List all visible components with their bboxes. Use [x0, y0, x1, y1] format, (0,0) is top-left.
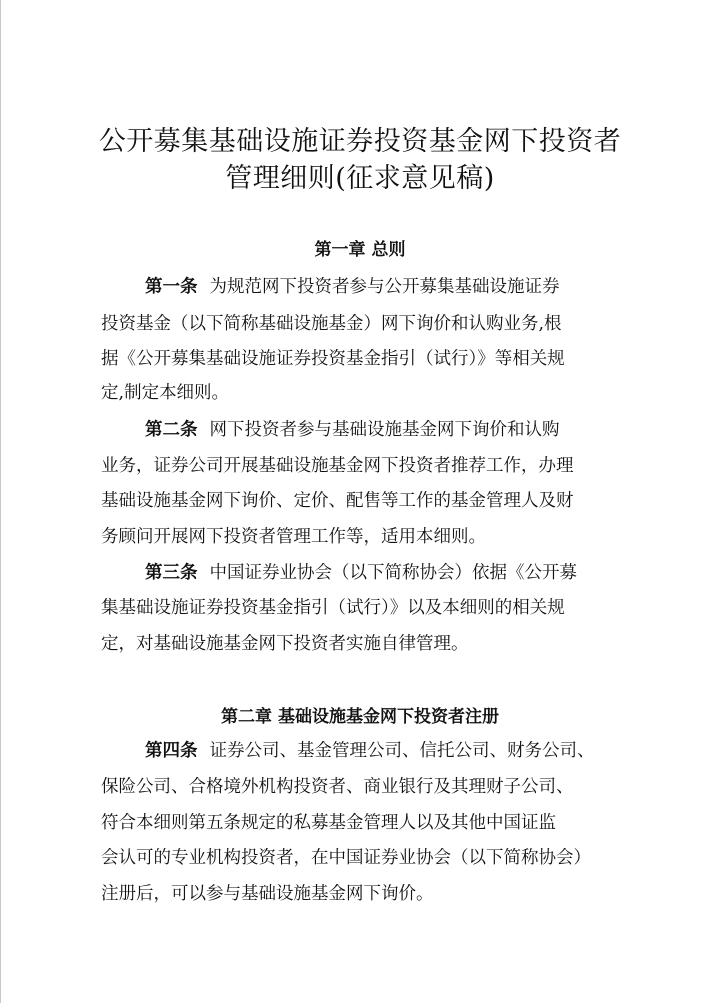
document-title-line-1: 公开募集基础设施证券投资基金网下投资者	[98, 126, 622, 157]
article-1-label: 第一条	[145, 277, 198, 297]
article-2-line-4: 务顾问开展网下投资者管理工作等，适用本细则。	[101, 527, 486, 547]
article-4-line-3: 符合本细则第五条规定的私募基金管理人以及其他中国证监	[101, 813, 556, 833]
article-1-text-1: 为规范网下投资者参与公开募集基础设施证券	[209, 277, 560, 297]
article-4-line-5: 注册后，可以参与基础设施基金网下询价。	[101, 884, 434, 904]
article-3-line-2: 集基础设施证券投资基金指引（试行）》以及本细则的相关规	[101, 598, 565, 618]
article-2-line-3: 基础设施基金网下询价、定价、配售等工作的基金管理人及财	[101, 491, 574, 511]
article-4-text-1: 证券公司、基金管理公司、信托公司、财务公司、	[209, 741, 595, 761]
chapter-1-heading: 第一章 总则	[314, 240, 406, 260]
chapter-2-heading: 第二章 基础设施基金网下投资者注册	[221, 707, 499, 727]
article-4-line-4: 会认可的专业机构投资者，在中国证券业协会（以下简称协会）	[101, 848, 591, 868]
article-3-text-1: 中国证券业协会（以下简称协会）依据《公开募	[209, 563, 577, 583]
article-2-line-2: 业务，证券公司开展基础设施基金网下投资者推荐工作，办理	[101, 456, 574, 476]
article-3-line-1	[145, 561, 611, 585]
article-3-label: 第三条	[145, 563, 198, 583]
article-1-line-1	[145, 275, 611, 299]
article-1-line-3: 据《公开募集基础设施证券投资基金指引（试行）》等相关规	[101, 349, 565, 369]
page-edge	[0, 0, 1, 1003]
article-1-line-2: 投资基金（以下简称基础设施基金）网下询价和认购业务,根	[101, 314, 562, 334]
article-4-line-1	[145, 739, 611, 763]
article-2-text-1: 网下投资者参与基础设施基金网下询价和认购	[209, 420, 560, 440]
document-title-line-2: 管理细则(征求意见稿)	[225, 163, 495, 194]
article-3-line-3: 定，对基础设施基金网下投资者实施自律管理。	[101, 634, 469, 654]
article-2-label: 第二条	[145, 420, 198, 440]
article-1-line-4: 定,制定本细则。	[101, 383, 230, 403]
article-2-line-1	[145, 418, 611, 442]
article-4-line-2: 保险公司、合格境外机构投资者、商业银行及其理财子公司、	[101, 777, 574, 797]
article-4-label: 第四条	[145, 741, 198, 761]
